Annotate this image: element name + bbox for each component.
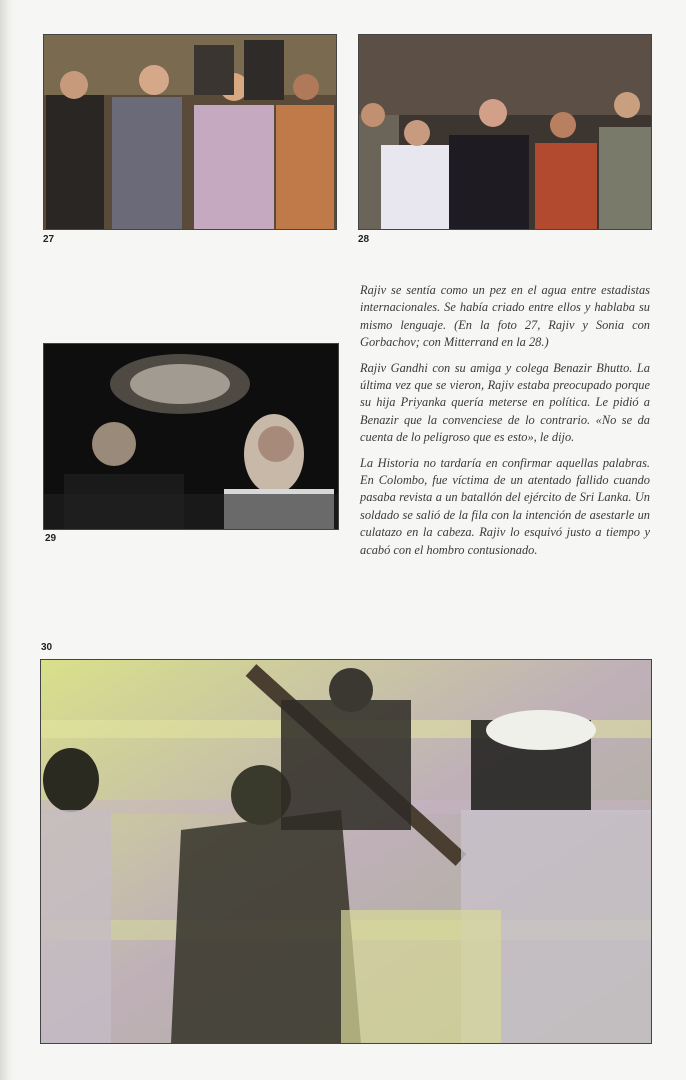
body-text [360, 282, 650, 567]
photo-28 [358, 34, 652, 230]
paragraph-3: La Historia no tardaría en confirmar aquellas palabras. En Colombo, fue víctima de un atentado fallido cuando pasaba revista a un batallón del ejército de Sri Lanka. Un soldado se salió de la fila con la intención de asestarle un culatazo en la cabeza. Rajiv lo esquivó justo a tiempo y acabó con el hombro contusionado. [360, 455, 650, 557]
photo-30 [40, 659, 652, 1044]
photo-28-number: 28 [358, 234, 370, 245]
photo-30-number: 30 [41, 642, 53, 653]
photo-29 [43, 343, 339, 530]
photo-29-number: 29 [45, 533, 57, 544]
page-binding-edge [0, 0, 14, 1080]
paragraph-2: Rajiv Gandhi con su amiga y colega Benazir Bhutto. La última vez que se vieron, Rajiv estaba preocupado porque su hija Priyanka quería meterse en política. Le pidió a Benazir que la convenciese de lo contrario. «No se da cuenta de lo peligroso que es esto», le dijo. [360, 360, 650, 445]
photo-27 [43, 34, 337, 230]
paragraph-1: Rajiv se sentía como un pez en el agua entre estadistas internacionales. Se había criado entre ellos y hablaba su mismo lenguaje. (En la foto 27, Rajiv y Sonia con Gorbachov; con Mitterrand en la 28.) [360, 283, 650, 350]
photo-27-number: 27 [43, 234, 55, 245]
